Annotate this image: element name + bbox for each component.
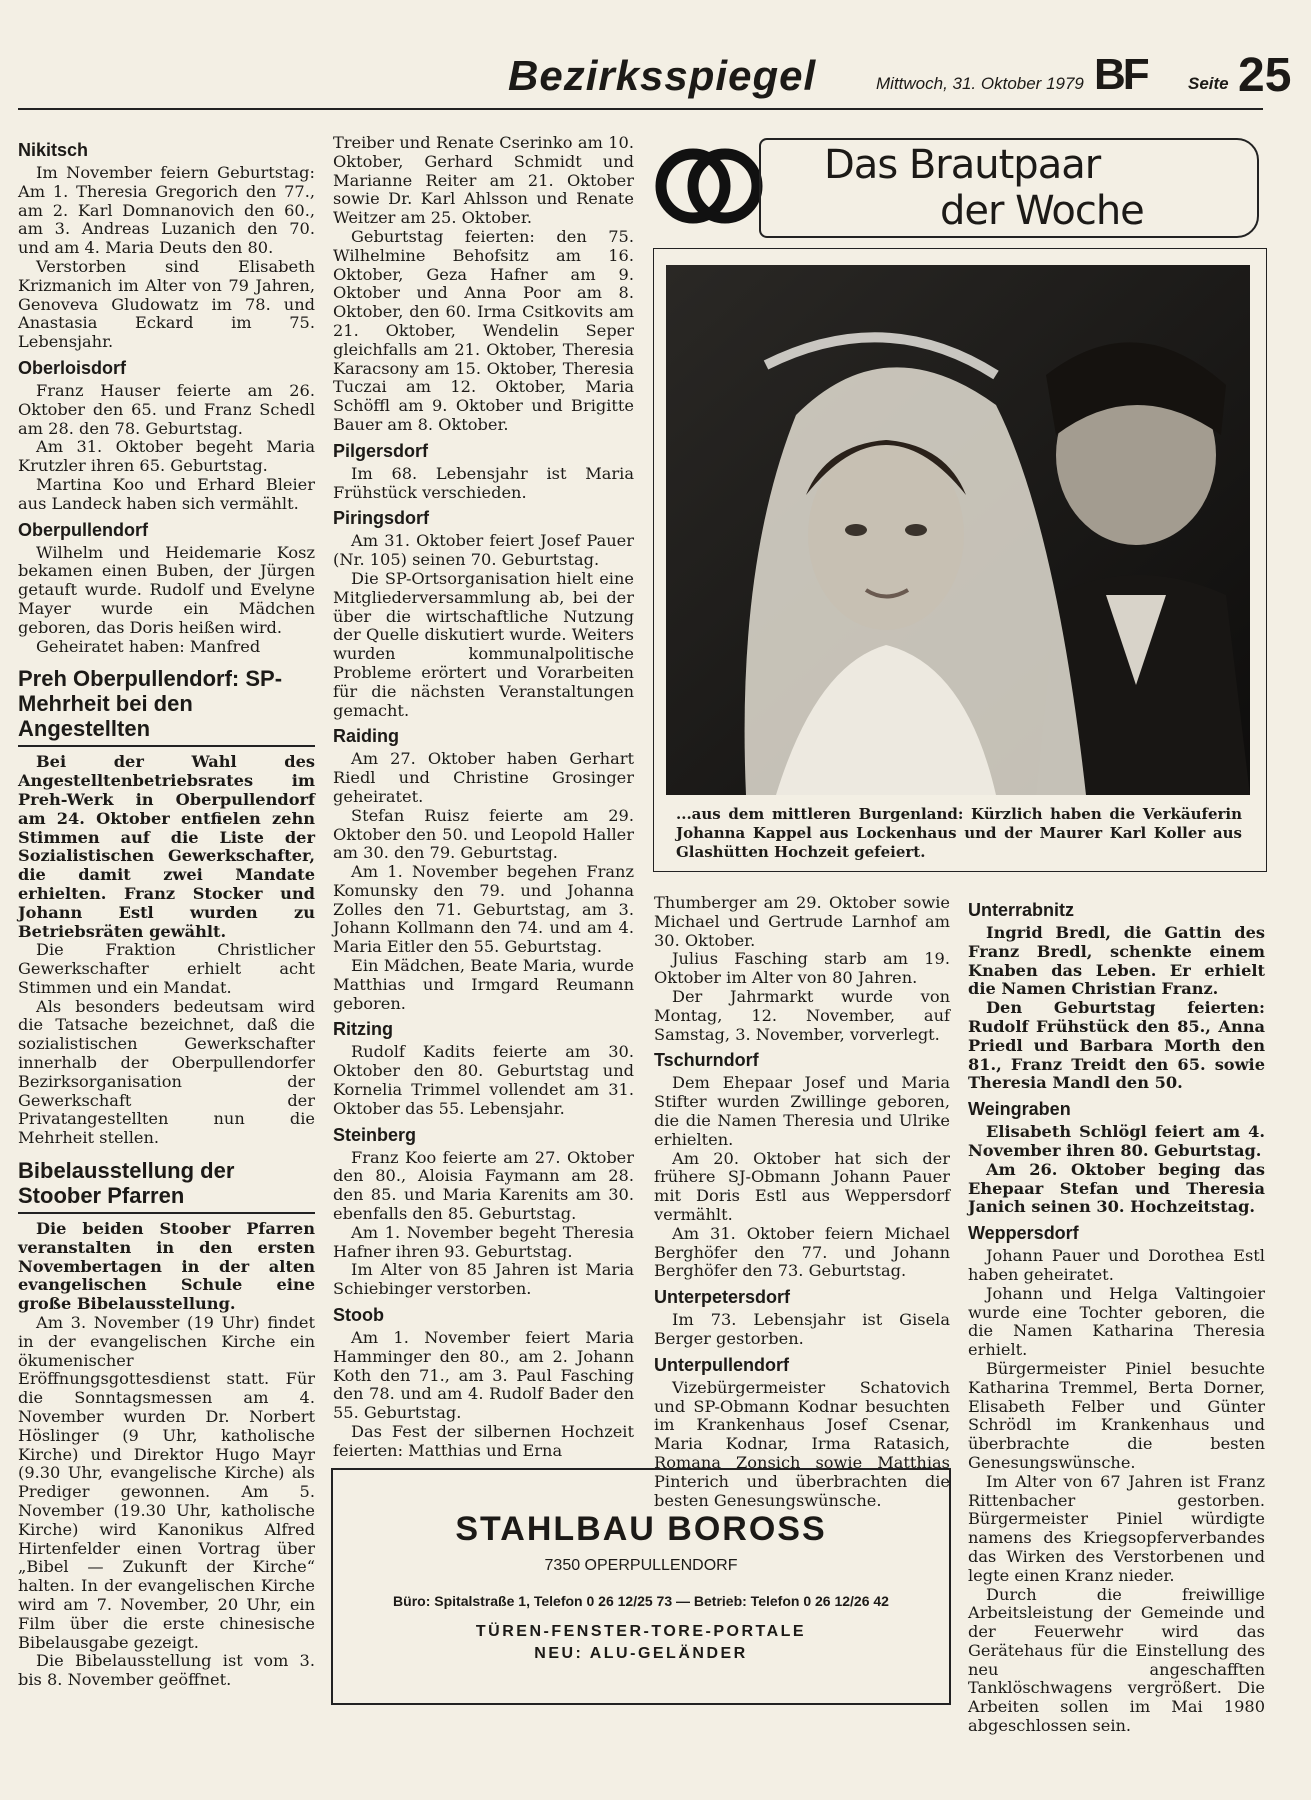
place-heading: Unterrabnitz — [968, 900, 1075, 920]
paragraph: Bürgermeister Piniel besuchte Katharina Tremmel, Berta Dorner, Elisabeth Felber und Günter Schrödl im Krankenhaus und überbrachte die besten Genesungswünsche. — [968, 1358, 1265, 1472]
newspaper-logo: BF — [1094, 50, 1147, 99]
lead-paragraph: Am 26. Oktober beging das Ehepaar Stefan und Theresia Janich seinen 30. Hochzeitstag. — [968, 1159, 1265, 1217]
paragraph: Johann Pauer und Dorothea Estl haben geheiratet. — [968, 1246, 1265, 1284]
headline-line-2: der Woche — [940, 188, 1144, 234]
feature-headline — [655, 132, 1267, 242]
paragraph: Vizebürgermeister Schatovich und SP-Obmann Kodnar besuchten im Krankenhaus Josef Csenar, Maria Kodnar, Irma Ratasich, Romana Zonsich sowie Matthias Pinterich und überbrachten die besten Genesungswünsche. — [654, 1377, 950, 1510]
place-heading: Stoob — [333, 1305, 384, 1326]
paragraph: Die Fraktion Christlicher Gewerkschafter erhielt acht Stimmen und ein Mandat. — [18, 940, 315, 997]
place-heading: Weingraben — [968, 1099, 1071, 1120]
lead-paragraph: Ingrid Bredl, die Gattin des Franz Bredl, schenkte einem Knaben das Leben. Er erhielt die Namen Christian Franz. — [968, 923, 1265, 999]
paragraph: Am 1. November begeht Theresia Hafner ihren 93. Geburtstag. — [333, 1222, 634, 1261]
paragraph: Im Alter von 85 Jahren ist Maria Schiebinger verstorben. — [333, 1260, 634, 1299]
paragraph: Stefan Ruisz feierte am 29. Oktober den 50. und Leopold Haller am 30. den 79. Geburtstag. — [333, 805, 634, 863]
place-heading: Unterpetersdorf — [654, 1287, 791, 1308]
paragraph: Johann und Helga Valtingoier wurde eine Tochter geboren, die die Namen Katharina Theresia erhielt. — [968, 1283, 1265, 1360]
paragraph: Am 31. Oktober feiert Josef Pauer (Nr. 105) seinen 70. Geburtstag. — [333, 531, 634, 570]
place-heading: Piringsdorf — [333, 508, 430, 529]
paragraph: Am 31. Oktober begeht Maria Krutzler ihren 65. Geburtstag. — [18, 437, 315, 476]
paragraph: Rudolf Kadits feierte am 30. Oktober den 80. Geburtstag und Kornelia Trimmel vollendet am 31. Oktober das 55. Lebensjahr. — [333, 1042, 634, 1118]
paragraph: Dem Ehepaar Josef und Maria Stifter wurden Zwillinge geboren, die die Namen Theresia und Ulrike erhielten. — [654, 1073, 950, 1149]
place-heading: Oberpullendorf — [18, 519, 148, 540]
paragraph: Geheiratet haben: Manfred — [36, 636, 261, 656]
paragraph: Die Bibelausstellung ist vom 3. bis 8. November geöffnet. — [18, 1651, 315, 1690]
paragraph: Der Jahrmarkt wurde von Montag, 12. November, auf Samstag, 3. November, vorverlegt. — [654, 986, 950, 1044]
ad-products: TÜREN-FENSTER-TORE-PORTALE — [475, 1623, 807, 1640]
ad-contact: Büro: Spitalstraße 1, Telefon 0 26 12/25 73 — Betrieb: Telefon 0 26 12/26 42 — [393, 1593, 889, 1609]
paragraph: Geburtstag feierten: den 75. Wilhelmine Behofsitz am 16. Oktober, Geza Hafner am 9. Oktober und Anna Poor am 8. Oktober, den 60. Irma Csitkovits am 21. Oktober, Wendelin Seper gleichfalls am 21. Oktober, Theresia Karacsony am 15. Oktober, Theresia Tuczai am 12. Oktober, Maria Schöffl am 9. Oktober und Brigitte Bauer am 8. Oktober. — [333, 226, 634, 434]
ad-place: 7350 OPERPULLENDORF — [544, 1557, 738, 1574]
page-label: Seite — [1188, 74, 1229, 93]
lead-paragraph: Die beiden Stoober Pfarren veranstalten in den ersten Novembertagen in der alten evangelischen Schule eine große Bibelausstellung. — [18, 1219, 315, 1314]
paragraph: Am 1. November begehen Franz Komunsky den 79. und Johanna Zolles den 71. Geburtstag, am 3. Johann Kollmann den 74. und am 4. Maria Eitler den 55. Geburtstag. — [333, 862, 634, 957]
place-heading: Nikitsch — [18, 140, 89, 160]
paragraph: Verstorben sind Elisabeth Krizmanich im Alter von 79 Jahren, Genoveva Gludowatz im 78. und Anastasia Eckard im 75. Lebensjahr. — [18, 256, 315, 352]
paragraph: Im 73. Lebensjahr ist Gisela Berger gestorben. — [654, 1310, 950, 1348]
place-heading: Steinberg — [333, 1124, 417, 1145]
ad-company-name: STAHLBAU BOROSS — [455, 1510, 827, 1548]
column-2 — [333, 134, 634, 1461]
paragraph: Martina Koo und Erhard Bleier aus Landeck haben sich vermählt. — [18, 474, 315, 513]
paragraph: Wilhelm und Heidemarie Kosz bekamen einen Buben, der Jürgen getauft wurde. Rudolf und Evelyne Mayer wurde ein Mädchen geboren, das Doris heißen wird. — [18, 542, 315, 637]
paragraph: Am 3. November (19 Uhr) findet in der evangelischen Kirche ein ökumenischer Eröffnungsgottesdienst statt. Für die Sonntagsmessen am 4. November wurden Dr. Norbert Höslinger (9 Uhr, katholische Kirche) und Direktor Hugo Mayr (9.30 Uhr, evangelische Kirche) als Prediger gewonnen. Am 5. November (19.30 Uhr, katholische Kirche) wird Kanonikus Alfred Hirtenfelder einen Vortrag über „Bibel — Zukunft der Kirche“ halten. In der evangelischen Kirche wird am 7. November, 20 Uhr, ein Film über die erste chinesische Bibelausgabe gezeigt. — [18, 1313, 315, 1652]
couple-photo — [666, 265, 1250, 795]
place-heading: Tschurndorf — [654, 1050, 759, 1071]
article-headline: Preh Oberpullendorf: SP-Mehrheit bei den Angestellten — [18, 666, 315, 747]
paragraph: Im November feiern Geburtstag: Am 1. Theresia Gregorich den 77., am 2. Karl Domnanovich den 60., am 3. Andreas Luzanich den 70. und am 4. Maria Deuts den 80. — [18, 163, 315, 258]
place-heading: Unterpullendorf — [654, 1354, 789, 1375]
article-headline: Bibelausstellung der Stoober Pfarren — [18, 1158, 315, 1214]
place-heading: Oberloisdorf — [18, 357, 127, 378]
paragraph: Franz Koo feierte am 27. Oktober den 80., Aloisia Faymann am 28. den 85. und Maria Karenits am 30. ebenfalls den 85. Geburtstag. — [333, 1147, 634, 1224]
lead-paragraph: Elisabeth Schlögl feiert am 4. November ihren 80. Geburtstag. — [968, 1122, 1265, 1160]
place-heading: Ritzing — [333, 1019, 393, 1040]
paragraph: Julius Fasching starb am 19. Oktober im Alter von 80 Jahren. — [654, 949, 950, 988]
paragraph: Im 68. Lebensjahr ist Maria Frühstück verschieden. — [333, 463, 634, 502]
paragraph: Im Alter von 67 Jahren ist Franz Rittenbacher gestorben. Bürgermeister Piniel würdigte namens des Kriegsopferverbandes das Wirken des Verstorbenen und legte einen Kranz nieder. — [968, 1471, 1265, 1585]
lead-paragraph: Den Geburtstag feierten: Rudolf Frühstück den 85., Anna Priedl und Barbara Morth den 81., Franz Treidt den 65. sowie Theresia Mandl den 50. — [968, 998, 1265, 1093]
wedding-rings-icon — [655, 132, 765, 242]
column-4 — [968, 894, 1265, 1736]
column-1 — [18, 134, 315, 1690]
paragraph: Thumberger am 29. Oktober sowie Michael und Gertrude Larnhof am 30. Oktober. — [654, 893, 950, 950]
paragraph: Das Fest der silbernen Hochzeit feierten: Matthias und Erna — [333, 1422, 634, 1460]
lead-paragraph: Bei der Wahl des Angestelltenbetriebsrates im Preh-Werk in Oberpullendorf am 24. Oktober entfielen zehn Stimmen auf die Liste der Sozialistischen Gewerkschafter, die damit zwei Mandate erhielten. Franz Stocker und Johann Estl wurden zu Betriebsräten gewählt. — [18, 752, 315, 941]
advertisement — [331, 1468, 951, 1705]
paragraph: Ein Mädchen, Beate Maria, wurde Matthias und Irmgard Reumann geboren. — [333, 956, 634, 1013]
issue-date: Mittwoch, 31. Oktober 1979 — [876, 74, 1084, 93]
place-heading: Pilgersdorf — [333, 440, 429, 461]
column-3 — [654, 894, 950, 1510]
headline-line-1: Das Brautpaar — [824, 142, 1101, 188]
paragraph: Am 20. Oktober hat sich der frühere SJ-Obmann Johann Pauer mit Doris Estl aus Weppersdorf vermählt. — [654, 1148, 950, 1224]
place-heading: Weppersdorf — [968, 1223, 1079, 1244]
paragraph: Treiber und Renate Cserinko am 10. Oktober, Gerhard Schmidt und Marianne Reiter am 21. Oktober sowie Dr. Karl Ahlsson und Renate Weitzer am 25. Oktober. — [333, 133, 634, 228]
paragraph: Die SP-Ortsorganisation hielt eine Mitgliederversammlung ab, bei der über die wirtschaftliche Nutzung der Quelle diskutiert wurde. Weiters wurden kommunalpolitische Probleme erörtert und Vorarbeiten für die nächsten Veranstaltungen gemacht. — [333, 568, 634, 720]
place-heading: Raiding — [333, 726, 399, 747]
paragraph: Am 27. Oktober haben Gerhart Riedl und Christine Grosinger geheiratet. — [333, 749, 634, 806]
page-number: 25 — [1238, 49, 1292, 102]
paragraph: Am 31. Oktober feiern Michael Berghöfer den 77. und Johann Berghöfer den 73. Geburtstag. — [654, 1223, 950, 1281]
paragraph: Franz Hauser feierte am 26. Oktober den 65. und Franz Schedl am 28. den 78. Geburtstag. — [18, 380, 315, 438]
section-rubric: Bezirksspiegel — [508, 52, 817, 99]
photo-caption: ...aus dem mittleren Burgenland: Kürzlich haben die Verkäuferin Johanna Kappel aus Lockenhaus und der Maurer Karl Koller aus Glashütten Hochzeit gefeiert. — [676, 805, 1242, 861]
page-header — [18, 30, 1292, 110]
paragraph: Durch die freiwillige Arbeitsleistung der Gemeinde und der Feuerwehr wird das Gerätehaus für die Einstellung des neu angeschafften Tanklöschwagens vergrößert. Die Arbeiten sollen im Mai 1980 abgeschlossen sein. — [968, 1584, 1265, 1736]
ad-new-product: NEU: ALU-GELÄNDER — [534, 1645, 748, 1662]
feature-photo-box — [653, 248, 1267, 872]
paragraph: Am 1. November feiert Maria Hamminger den 80., am 2. Johann Koth den 71., am 3. Paul Fasching den 78. und am 4. Rudolf Bader den 55. Geburtstag. — [333, 1328, 634, 1423]
paragraph: Als besonders bedeutsam wird die Tatsache bezeichnet, daß die sozialistischen Gewerkschafter innerhalb der Oberpullendorfer Bezirksorganisation der Gewerkschaft der Privatangestellten nun die Mehrheit stellen. — [18, 996, 315, 1148]
